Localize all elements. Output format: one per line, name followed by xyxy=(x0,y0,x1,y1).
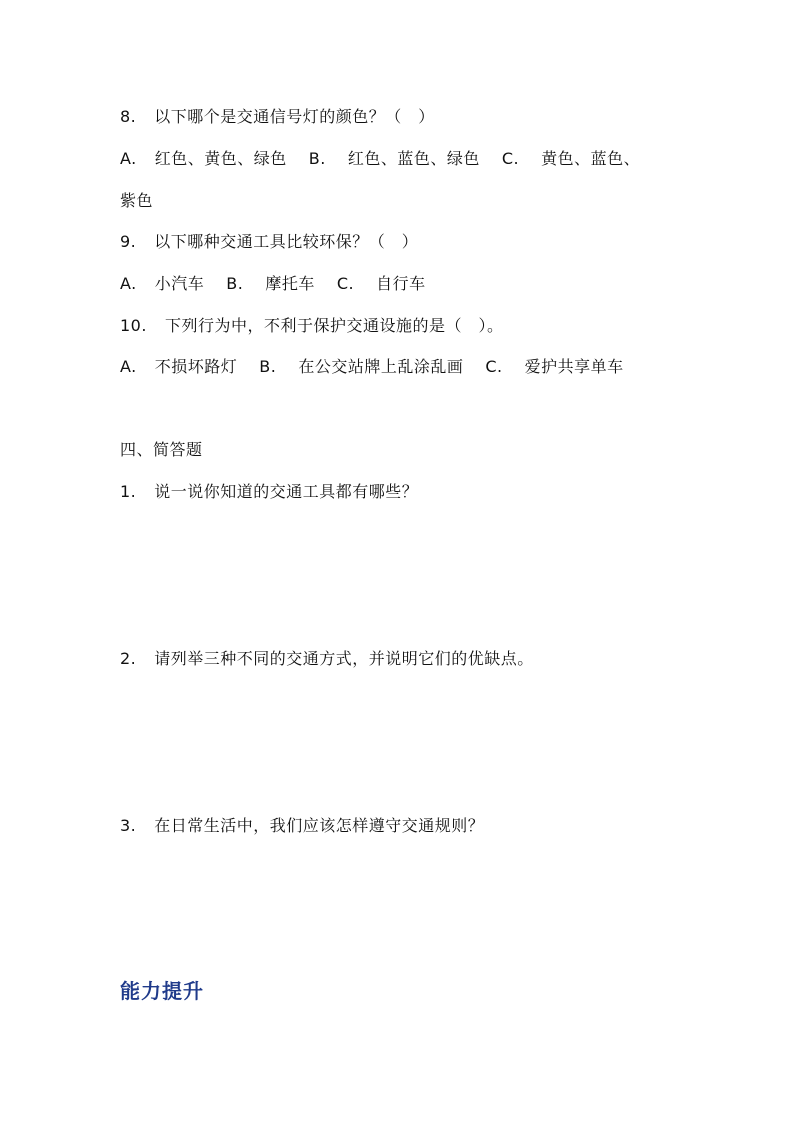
question-text: 下列行为中，不利于保护交通设施的是（ ）。 xyxy=(164,316,504,335)
question-text: 以下哪个是交通信号灯的颜色？（ ） xyxy=(154,107,435,126)
section-heading-short-answer: 四、简答题 xyxy=(120,440,203,459)
question-10 xyxy=(120,315,503,337)
short-answer-question-2 xyxy=(120,648,534,670)
section-title-ability-improvement: 能力提升 xyxy=(120,979,204,1003)
question-number: 1. xyxy=(120,482,137,501)
option-a-label: A. xyxy=(120,274,137,293)
question-number: 8. xyxy=(120,107,137,126)
question-8 xyxy=(120,106,435,128)
option-c-label: C. xyxy=(501,149,520,168)
short-answer-question-3 xyxy=(120,815,484,837)
option-a-text: 小汽车 xyxy=(154,274,205,293)
option-b-text: 红色、蓝色、绿色 xyxy=(347,149,480,168)
option-a-text: 红色、黄色、绿色 xyxy=(154,149,287,168)
question-number: 2. xyxy=(120,649,137,668)
question-number: 10. xyxy=(120,316,147,335)
question-8-options xyxy=(120,148,640,170)
option-c-text: 自行车 xyxy=(376,274,426,293)
question-9-options xyxy=(120,273,426,295)
option-b-text: 在公交站牌上乱涂乱画 xyxy=(298,357,464,376)
question-9 xyxy=(120,231,418,253)
question-number: 3. xyxy=(120,816,137,835)
option-b-label: B. xyxy=(259,357,277,376)
short-answer-question-1 xyxy=(120,481,418,503)
question-8-options-wrap xyxy=(120,190,153,212)
option-a-label: A. xyxy=(120,357,137,376)
question-text: 请列举三种不同的交通方式，并说明它们的优缺点。 xyxy=(154,649,534,668)
option-a-label: A. xyxy=(120,149,137,168)
question-text: 以下哪种交通工具比较环保？（ ） xyxy=(154,232,419,251)
question-number: 9. xyxy=(120,232,137,251)
option-c-label: C. xyxy=(336,274,355,293)
option-b-label: B. xyxy=(308,149,326,168)
question-10-options xyxy=(120,356,624,378)
option-c-text: 黄色、蓝色、 xyxy=(541,149,641,168)
question-text: 在日常生活中，我们应该怎样遵守交通规则？ xyxy=(154,816,485,835)
option-b-label: B. xyxy=(226,274,244,293)
option-c-text-continued: 紫色 xyxy=(120,191,154,210)
option-a-text: 不损坏路灯 xyxy=(154,357,238,376)
option-c-label: C. xyxy=(485,357,503,376)
option-c-text: 爱护共享单车 xyxy=(524,357,624,376)
question-text: 说一说你知道的交通工具都有哪些？ xyxy=(154,482,419,501)
option-b-text: 摩托车 xyxy=(265,274,315,293)
